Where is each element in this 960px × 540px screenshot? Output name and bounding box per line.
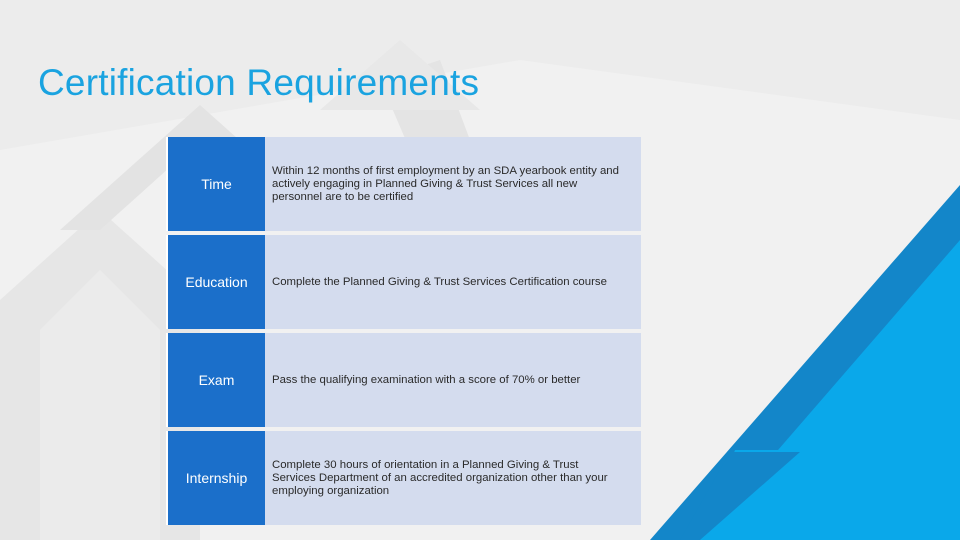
slide-title: Certification Requirements (38, 62, 480, 103)
requirement-row-exam (166, 333, 641, 427)
requirement-row-education (166, 235, 641, 329)
requirement-label: Education (166, 235, 265, 329)
requirements-table (166, 137, 641, 529)
requirement-label: Time (166, 137, 265, 231)
requirement-description: Pass the qualifying examination with a score of 70% or better (265, 333, 641, 427)
requirement-row-internship (166, 431, 641, 525)
requirement-label: Internship (166, 431, 265, 525)
requirement-description: Complete 30 hours of orientation in a Planned Giving & Trust Services Department of an accredited organization other than your employing organization (265, 431, 641, 525)
requirement-description: Complete the Planned Giving & Trust Services Certification course (265, 235, 641, 329)
requirement-row-time (166, 137, 641, 231)
requirement-label: Exam (166, 333, 265, 427)
requirement-description: Within 12 months of first employment by an SDA yearbook entity and actively engaging in Planned Giving & Trust Services all new personnel are to be certified (265, 137, 641, 231)
